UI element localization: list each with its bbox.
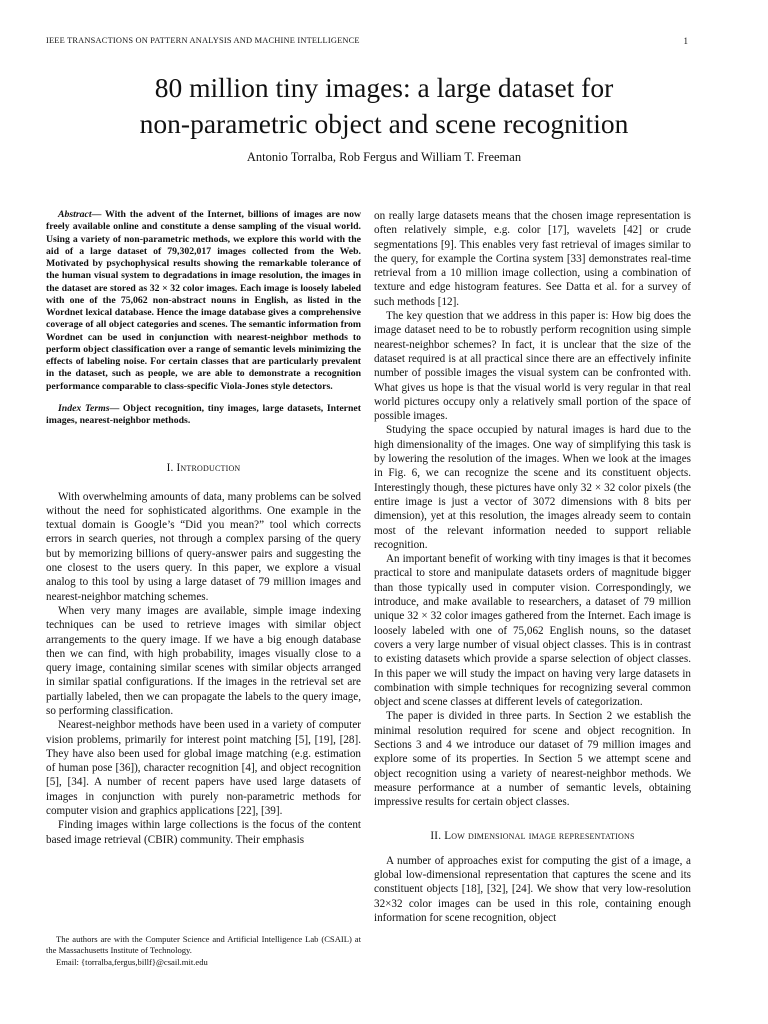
right-paragraph-3: Studying the space occupied by natural images is hard due to the high dimensionality of the images. One way of simplifying this task is by lowering the resolution of the images. When we look at the images in Fig. 6, we can recognize the scene and its constituent objects. Interestingly though, these pictures have only 32 × 32 color pixels (the entire image is just a vector of 3072 dimensions with 8 bits per dimension), yet at this resolution, the images already seem to contain most of the relevant information needed to support reliable recognition. [374, 424, 691, 551]
right-column [374, 209, 691, 925]
left-column [46, 209, 361, 847]
index-terms-text: — Object recognition, tiny images, large datasets, Internet images, nearest-neighbor methods. [46, 402, 361, 426]
right-paragraph-2: The key question that we address in this paper is: How big does the image dataset need to be to robustly perform recognition using simple nearest-neighbor schemes? In fact, it is unclear that the size of the dataset required is at all practical since there are an effectively infinite number of possible images the visual system can be confronted with. What gives us hope is that the visual world is very regular in that real world pictures occupy only a relatively small portion of the space of possible images. [374, 310, 691, 423]
author-list: Antonio Torralba, Rob Fergus and William T. Freeman [246, 150, 522, 164]
abstract-text: — With the advent of the Internet, billions of images are now freely available online and constitute a dense sampling of the visual world. Using a variety of non-parametric methods, we explore this world with the aid of a large dataset of 79,302,017 images collected from the Web. Motivated by psychophysical results showing the remarkable tolerance of the human visual system to degradations in image resolution, the images in the dataset are stored as 32 × 32 color images. Each image is loosely labeled with one of the 75,062 non-abstract nouns in English, as listed in the Wordnet lexical database. Hence the image database gives a comprehensive coverage of all object categories and scenes. The semantic information from Wordnet can be used in conjunction with nearest-neighbor methods to perform object classification over a range of semantic levels minimizing the effects of labeling noise. For certain classes that are particularly prevalent in the dataset, such as people, we are able to demonstrate a recognition performance comparable to class-specific Viola-Jones style detectors. [46, 209, 361, 392]
footnote-affiliation: The authors are with the Computer Science and Artificial Intelligence Lab (CSAIL) at the Massachusetts Institute of Technology. [46, 934, 361, 956]
footnote-email: Email: {torralba,fergus,billf}@csail.mit.edu [56, 956, 208, 967]
index-terms-lead: Index Terms [58, 402, 110, 414]
title-line-1: 80 million tiny images: a large dataset for [154, 72, 614, 103]
right-paragraph-1: on really large datasets means that the chosen image representation is often relatively simple, e.g. color [17], wavelets [42] or crude segmentations [9]. This enables very fast retrieval of images similar to the query, for example the Cortina system [33] demonstrates real-time retrieval from a 10 million image collection, using a combination of texture and edge histogram features. See Datta et al. for a survey of such methods [12]. [374, 210, 691, 308]
right-paragraph-4: An important benefit of working with tiny images is that it becomes practical to store and manipulate datasets orders of magnitude bigger than those typically used in computer vision. Correspondingly, we introduce, and make available to researchers, a dataset of 79 million unique 32 × 32 color images gathered from the Internet. Each image is loosely labeled with one of 75,062 English nouns, so the dataset covers a very large number of visual object classes. This is in contrast to existing datasets which provide a sparse selection of object classes. In this paper we will study the impact on having very large datasets in combination with simple techniques for recognizing several common object and scene classes at different levels of categorization. [374, 553, 691, 709]
footnote [46, 934, 361, 968]
title-line-2: non-parametric object and scene recognition [139, 108, 629, 139]
intro-paragraph-1: With overwhelming amounts of data, many problems can be solved without the need for sophisticated algorithms. One example in the textual domain is Google’s “Did you mean?” tool which corrects errors in search queries, not through a complex parsing of the query but by memorizing billions of query-answer pairs and suggesting the one closest to the users query. In this paper, we explore a visual analog to this tool by using a large dataset of 79 million images and nearest-neighbor matching schemes. [46, 490, 361, 603]
section-heading-introduction: I. Introduction [166, 462, 241, 475]
running-head: IEEE TRANSACTIONS ON PATTERN ANALYSIS AND MACHINE INTELLIGENCE [46, 36, 360, 45]
abstract-lead: Abstract [58, 209, 92, 220]
page-number: 1 [683, 36, 688, 46]
intro-paragraph-3: Nearest-neighbor methods have been used in a variety of computer vision problems, primarily for interest point matching [5], [19], [28]. They have also been used for global image matching (e.g. estimation of human pose [36]), character recognition [4], and object recognition [5], [34]. A number of recent papers have used large datasets of images in conjunction with purely non-parametric methods for computer vision and graphics applications [22], [39]. [46, 719, 361, 818]
intro-paragraph-2: When very many images are available, simple image indexing techniques can be used to retrieve images with similar object arrangements to the query image. If we have a big enough database then we can find, with high probability, images visually close to a query image, containing similar scenes with similar objects arranged in similar spatial configurations. If the images in the retrieval set are partially labeled, then we can propagate the labels to the query image, so performing classification. [46, 604, 361, 717]
section2-paragraph-1: A number of approaches exist for computing the gist of a image, a global low-dimensional representation that captures the scene and its constituent objects [18], [32], [24]. We show that very low-resolution 32×32 color images can be used in this role, containing enough information for scene recognition, object [374, 854, 691, 924]
section-heading-low-dimensional: II. Low dimensional image representations [430, 830, 635, 843]
paper-title [0, 70, 768, 142]
right-paragraph-5: The paper is divided in three parts. In Section 2 we establish the minimal resolution required for scene and object recognition. In Sections 3 and 4 we introduce our dataset of 79 million images and explore some of its properties. In Section 5 we attempt scene and object recognition using a variety of nearest-neighbor methods. We measure performance at a number of semantic levels, obtaining impressive results for certain object classes. [374, 710, 691, 809]
abstract [46, 209, 361, 393]
intro-paragraph-4: Finding images within large collections is the focus of the content based image retrieval (CBIR) community. Their emphasis [46, 819, 361, 846]
index-terms [46, 403, 361, 428]
